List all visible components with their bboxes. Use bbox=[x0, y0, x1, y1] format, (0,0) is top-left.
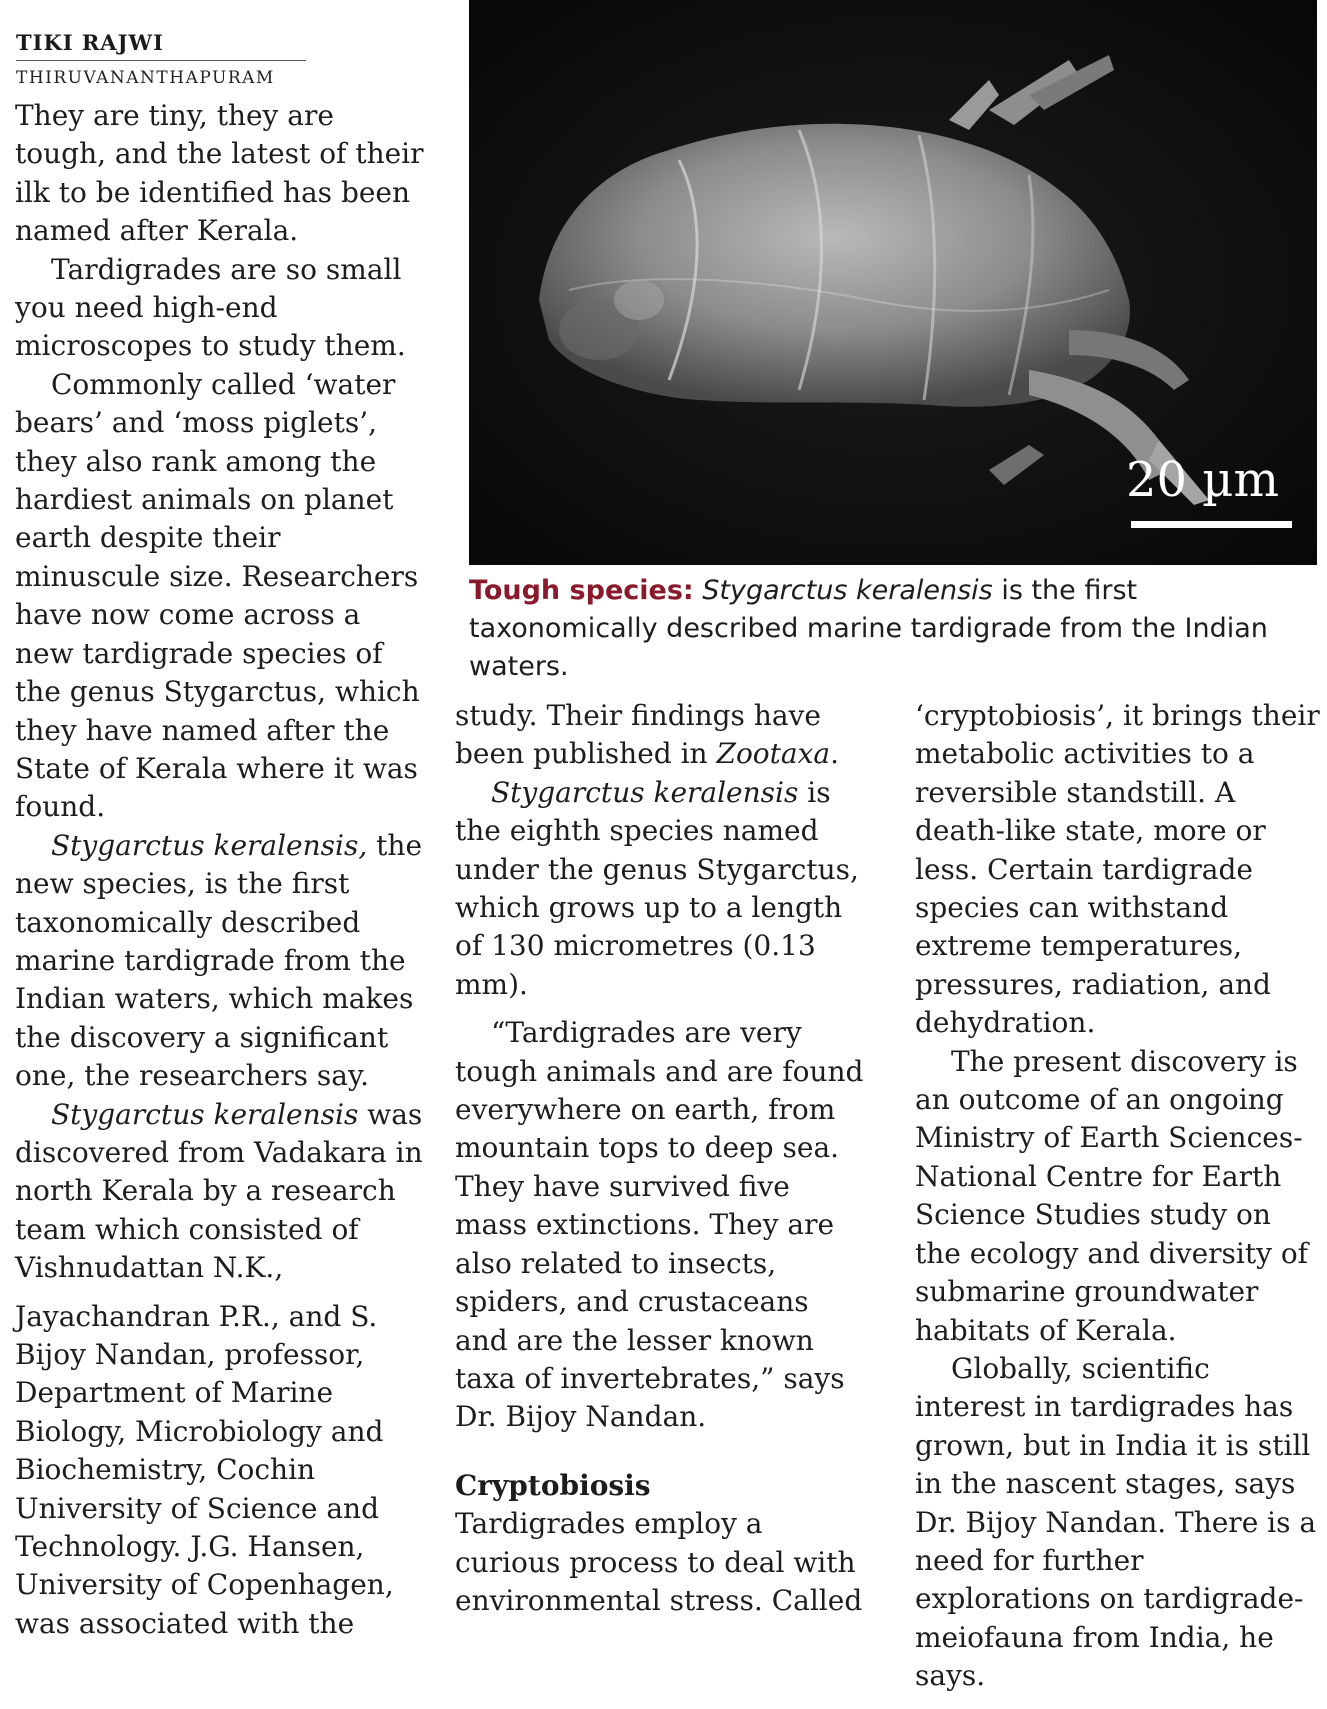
byline: TIKI RAJWI bbox=[16, 30, 164, 55]
paragraph-publication: study. Their findings have been published in Zootaxa. bbox=[455, 699, 839, 771]
article-column-2 bbox=[455, 697, 865, 1620]
paragraph-water-bears: Commonly called ‘water bears’ and ‘moss piglets’, they also rank among the hardiest animals on planet earth despite their minuscule size. Researchers have now come across a new tardigrade species of the genus Stygarctus, which they have named after the State of Kerala where it was found. bbox=[15, 367, 420, 824]
paragraph-quote: “Tardigrades are very tough animals and are found everywhere on earth, from mountain tops to deep sea. They have survived five mass extinctions. They are also related to insects, spiders, and crustaceans and are the lesser known taxa of invertebrates,” says Dr. Bijoy Nandan. bbox=[455, 1016, 864, 1434]
paragraph-stress: Tardigrades employ a curious process to deal with environmental stress. Called bbox=[455, 1507, 863, 1617]
article-column-1 bbox=[15, 97, 425, 1643]
subhead-cryptobiosis: Cryptobiosis bbox=[455, 1468, 651, 1502]
scale-bar bbox=[1131, 521, 1292, 528]
caption-species: Stygarctus keralensis bbox=[702, 575, 993, 606]
byline-rule bbox=[16, 60, 306, 61]
paragraph-discovery: Stygarctus keralensis was discovered from Vadakara in north Kerala by a research team which consisted of Vishnudattan N.K., bbox=[15, 1097, 423, 1285]
species-name: Stygarctus keralensis, bbox=[51, 828, 368, 862]
figure-caption bbox=[469, 572, 1317, 686]
scale-label: 20 µm bbox=[1125, 452, 1279, 508]
paragraph-eighth-species: Stygarctus keralensis is the eighth species named under the genus Stygarctus, which grows up to a length of 130 micrometres (0.13 mm). bbox=[455, 775, 859, 1001]
journal-name: Zootaxa bbox=[716, 737, 831, 771]
paragraph-size: Tardigrades are so small you need high-end microscopes to study them. bbox=[15, 252, 406, 363]
dateline: THIRUVANANTHAPURAM bbox=[16, 68, 275, 88]
article-column-3 bbox=[915, 697, 1325, 1696]
caption-lead: Tough species: bbox=[469, 575, 694, 606]
paragraph-cryptobiosis: ‘cryptobiosis’, it brings their metabolic activities to a reversible standstill. A death-like state, more or less. Certain tardigrade species can withstand extreme temperatures, pressures, radiation, and dehydration. bbox=[915, 699, 1320, 1040]
paragraph-study: The present discovery is an outcome of an ongoing Ministry of Earth Sciences-National Centre for Earth Science Studies study on the ecology and diversity of submarine groundwater habitats of Kerala. bbox=[915, 1044, 1309, 1347]
species-name: Stygarctus keralensis bbox=[51, 1097, 359, 1131]
paragraph-team: Jayachandran P.R., and S. Bijoy Nandan, professor, Department of Marine Biology, Microbiology and Biochemistry, Cochin University of Science and Technology. J.G. Hansen, University of Copenhagen, was associated with the bbox=[15, 1299, 394, 1640]
paragraph-intro: They are tiny, they are tough, and the latest of their ilk to be identified has been named after Kerala. bbox=[15, 99, 424, 248]
caption-text: is the first taxonomically described marine tardigrade from the Indian waters. bbox=[469, 575, 1268, 682]
tardigrade-micrograph bbox=[469, 0, 1317, 565]
paragraph-global-interest: Globally, scientific interest in tardigrades has grown, but in India it is still in the nascent stages, says Dr. Bijoy Nandan. There is a need for further explorations on tardigrade-meiofauna from India, he says. bbox=[915, 1351, 1317, 1693]
paragraph-new-species: Stygarctus keralensis, the new species, is the first taxonomically described marine tardigrade from the Indian waters, which makes the discovery a significant one, the researchers say. bbox=[15, 828, 423, 1093]
species-name: Stygarctus keralensis bbox=[491, 775, 799, 809]
